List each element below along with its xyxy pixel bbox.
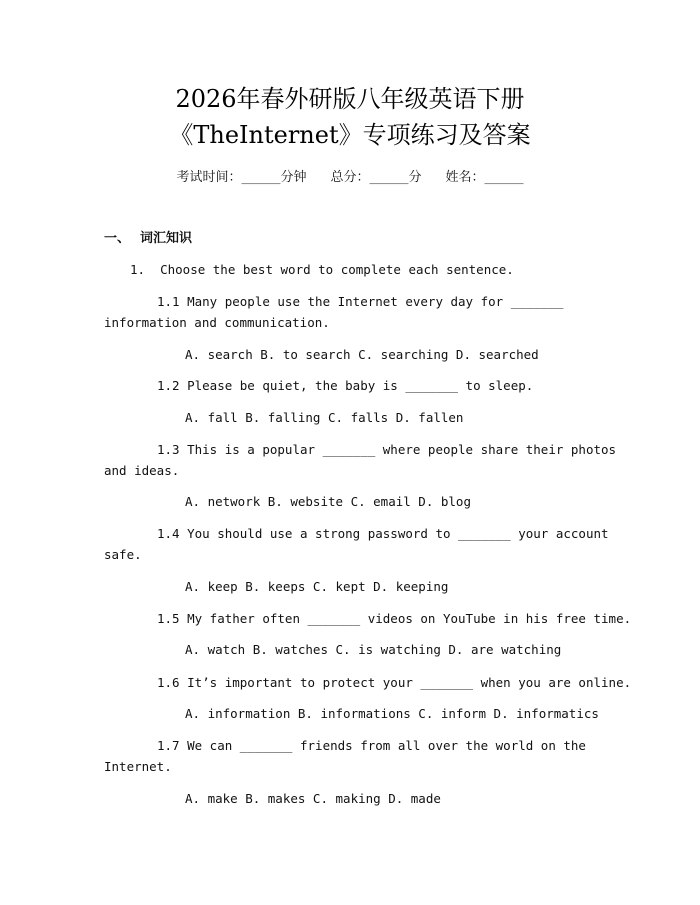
question-stem: 1.2 Please be quiet, the baby is _______ to sleep.: [157, 378, 534, 393]
student-name-field: 姓名：______: [445, 170, 524, 185]
question-stem-continued: information and communication.: [104, 315, 330, 330]
section-number: 一、: [104, 231, 131, 246]
question-options: A. make B. makes C. making D. made: [185, 791, 441, 806]
question-options: A. search B. to search C. searching D. searched: [185, 347, 539, 362]
question-options: A. network B. website C. email D. blog: [185, 494, 471, 509]
section-heading: [104, 230, 192, 248]
question-stem-continued: and ideas.: [104, 463, 180, 478]
exam-info-line: [0, 169, 700, 187]
question-stem: 1.6 It’s important to protect your _______ when you are online.: [157, 675, 632, 690]
exam-time-field: 考试时间：______分钟: [176, 170, 307, 185]
question-stem: 1.5 My father often _______ videos on YouTube in his free time.: [157, 611, 632, 626]
instruction-text: 1. Choose the best word to complete each sentence.: [130, 262, 514, 277]
question-stem: 1.3 This is a popular _______ where people share their photos: [157, 442, 617, 457]
total-score-field: 总分：______分: [330, 170, 422, 185]
question-options: A. watch B. watches C. is watching D. are watching: [185, 642, 562, 657]
question-stem: 1.1 Many people use the Internet every day for _______: [157, 294, 564, 309]
document-subtitle: 《TheInternet》专项练习及答案: [169, 121, 531, 149]
document-title: 2026年春外研版八年级英语下册: [175, 85, 525, 113]
question-stem: 1.4 You should use a strong password to _______ your account: [157, 526, 609, 541]
question-options: A. fall B. falling C. falls D. fallen: [185, 410, 464, 425]
question-stem-continued: Internet.: [104, 759, 172, 774]
question-options: A. keep B. keeps C. kept D. keeping: [185, 579, 449, 594]
question-stem-continued: safe.: [104, 547, 142, 562]
question-options: A. information B. informations C. inform D. informatics: [185, 706, 599, 721]
question-stem: 1.7 We can _______ friends from all over the world on the: [157, 738, 586, 753]
section-title: 词汇知识: [140, 231, 193, 246]
